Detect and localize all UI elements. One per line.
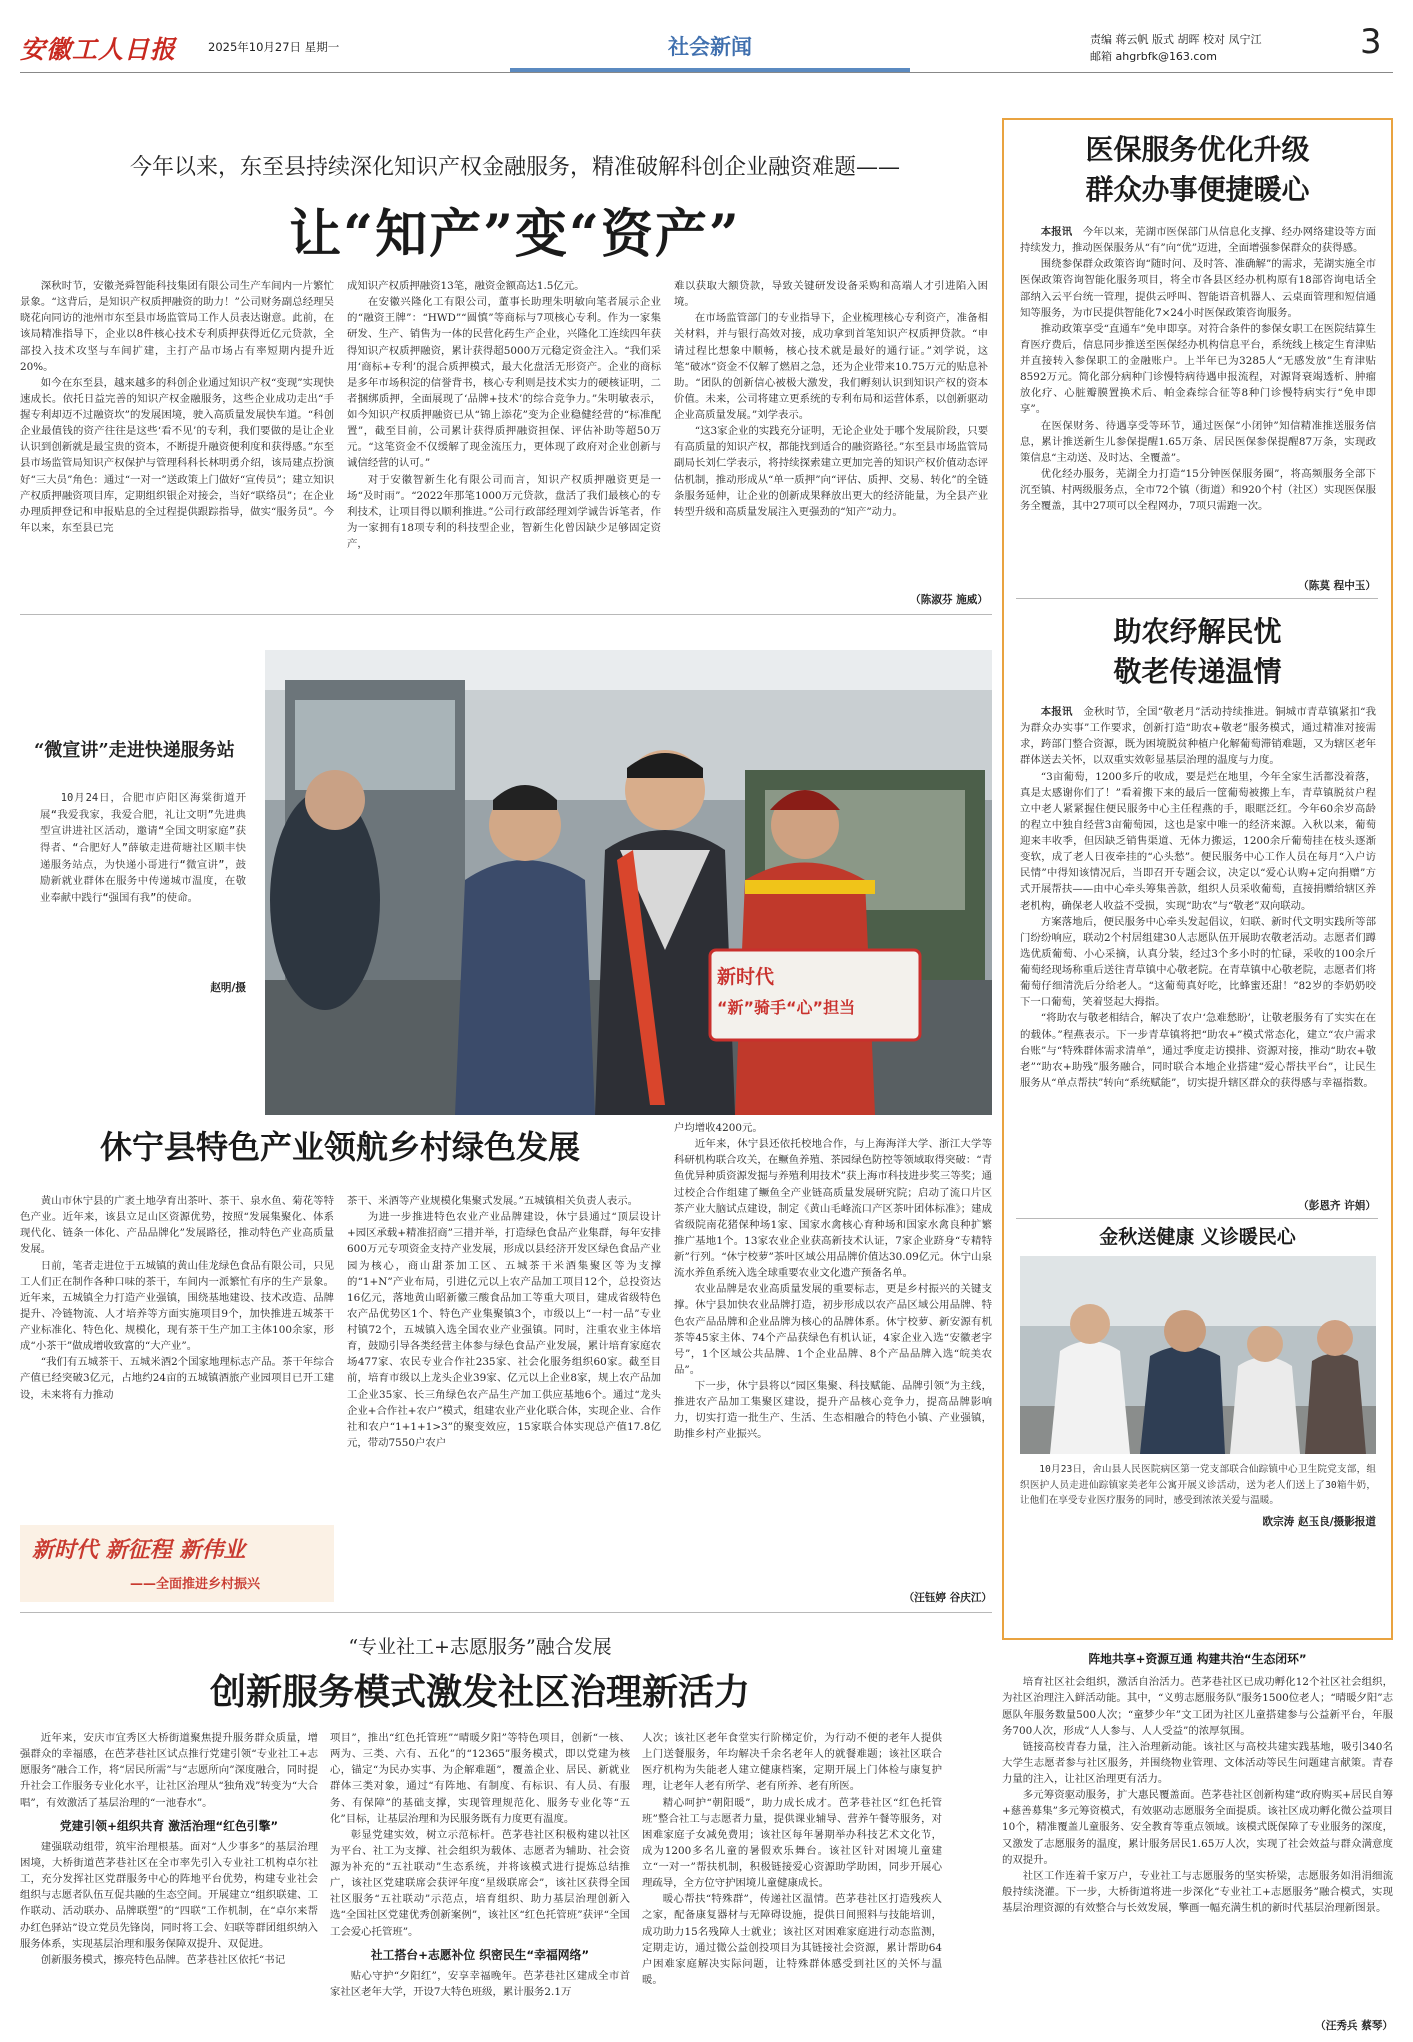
community-subhead-1: 党建引领+组织共育 激活治理“红色引擎” xyxy=(59,1818,279,1833)
clinic-photo-image xyxy=(1020,1256,1376,1454)
lead-credit: （陈淑芬 施威） xyxy=(910,594,988,606)
sidebar-b-p3: 方案落地后，便民服务中心牵头发起倡议，妇联、新时代文明实践所等部门纷纷响应，联动2个村居组建30人志愿队伍开展助农敬老活动。志愿者们蹲选优质葡萄、小心采摘，认真分装，经过3个多小时的忙碌，采收的100余斤葡萄经现场称重后送往青草镇中心敬老院。在青草镇中心敬老院，志愿者们将葡萄仔细清洗后分给老人。“这葡萄真好吃，比蜂蜜还甜！”82岁的李奶奶咬下一口葡萄，笑着竖起大拇指。 xyxy=(1020,915,1376,1009)
lead-col-2-p3: 对于安徽智新生化有限公司而言，知识产权质押融资更是一场“及时雨”。“2022年那笔1000万元贷款，盘活了我们最核心的专利技术，让项目得以顺利推进。”公司行政部经理刘学诚告诉笔者，作为一家拥有18项专利的科技型企业，智新生化曾因缺少足够固定资产， xyxy=(347,473,661,550)
community-col-3-p2: 精心呵护“朝阳暖”，助力成长成才。芭茅巷社区“红色托管班”整合社工与志愿者力量，提供课业辅导、营养午餐等服务，对困难家庭子女减免费用；该社区每年暑期举办科技艺术文化节，成为1200多名儿童的暑假欢乐舞台。该社区针对困境儿童建立“一对一”帮扶机制，积极链接爱心资源助学助困，同步开展心理疏导，全方位守护困境儿童健康成长。 xyxy=(642,1796,942,1890)
page-number: 3 xyxy=(1360,22,1382,62)
xiuning-col-1-p3: “我们有五城茶干、五城米酒2个国家地理标志产品。茶干年综合产值已经突破3亿元，占地约24亩的五城镇酒旅产业园项目已开工建设，未来将有力推动 xyxy=(20,1356,334,1401)
sidebar-b-p1-text: 金秋时节，全国“敬老月”活动持续推进。铜城市青草镇紧扣“我为群众办实事”工作要求，创新打造“助农+敬老”服务模式，通过精准对接需求，跨部门整合资源，既为困境脱贫种植户化解葡萄滞销难题，又为辖区老年群体送去关怀，以双重实效彰显基层治理的温度与力度。 xyxy=(1020,706,1376,767)
sidebar-rule-1 xyxy=(1016,598,1378,599)
community-col-1-p3: 创新服务模式，擦亮特色品牌。芭茅巷社区依托“书记 xyxy=(40,1953,286,1966)
lead-col-2 xyxy=(347,278,661,608)
sidebar-b-title-2: 敬老传递温情 xyxy=(1113,655,1282,688)
community-col-1-p2: 建强联动组带，筑牢治理根基。面对“人少事多”的基层治理困境，大桥街道芭茅巷社区在全市率先引入专业社工机构卓尔社工，充分发挥社区党群服务中心的阵地平台优势，构建专业社会组织与志愿者队伍互促共融的生态空间。开展建立“组织联建、工作联动、活动联办、品牌联塑”的“四联”工作机制，在“卓尔来帮办红色驿站”设立党员先锋岗，同时将工会、妇联等群团组织纳入服务体系，实现基层治理和服务保障双提升、双促进。 xyxy=(20,1840,318,1950)
xiuning-credit: （汪钰婷 谷庆江） xyxy=(903,1592,992,1604)
lead-kicker: 今年以来，东至县持续深化知识产权金融服务，精准破解科创企业融资难题—— xyxy=(129,155,900,180)
newspaper-logo: 安徽工人日报 xyxy=(20,35,177,64)
sidebar-rule-2 xyxy=(1016,1218,1378,1219)
lead-col-3-p3: “这3家企业的实践充分证明，无论企业处于哪个发展阶段，只要有高质量的知识产权，都能找到适合的融资路径。”东至县市场监管局副局长刘仁学表示，将持续探索建立更加完善的知识产权价值动态评估机制，推动形成从“单一质押”向“评估、质押、交易、转化”的全链条服务延伸，让企业的创新成果释放出更大的经济能量，为全县产业转型升级和高质量发展注入更强劲的“知产”动力。 xyxy=(674,425,988,518)
issue-date: 2025年10月27日 星期一 xyxy=(208,40,340,54)
banner-subtitle: ——全面推进乡村振兴 xyxy=(130,1577,261,1592)
masthead-rule xyxy=(20,72,1393,73)
community-col-4 xyxy=(1002,1650,1393,2018)
email-line: 邮箱 ahgrbfk@163.com xyxy=(1090,50,1217,63)
xiuning-col-2-p1: 茶干、米酒等产业规模化集聚式发展。”五城镇相关负责人表示。 xyxy=(347,1195,639,1207)
xiuning-col-3 xyxy=(674,1120,992,1590)
xiuning-col-3-p3: 农业品牌是农业高质量发展的重要标志，更是乡村振兴的关键支撑。休宁县加快农业品牌打造，初步形成以农产品区域公用品牌、特色农产品品牌和企业品牌为核心的品牌体系。休宁校萝、新安源有机茶等45家主体、74个产品获绿色有机认证，4家企业入选“安徽老字号”，1个区域公共品牌、1个企业品牌、8个产品品牌入选“皖美农品”。 xyxy=(674,1283,992,1376)
community-col-3-p1: 人次；该社区老年食堂实行阶梯定价，为行动不便的老年人提供上门送餐服务，年均解决千余名老年人的就餐难题；该社区联合医疗机构为失能老人建立健康档案，定期开展上门体检与康复护理，让老年人老有所学、老有所养、老有所医。 xyxy=(642,1732,942,1793)
community-col-2-p1: 项目”，推出“红色托管班”“晴暖夕阳”等特色项目，创新“一核、两为、三类、六有、五化”的“12365”服务模式，即以党建为核心，锚定“为民办实事、为企解难题”，覆盖企业、居民、新就业群体三类对象，通过“有阵地、有制度、有标识、有人员、有服务、有保障”的基础支撑，实现管理规范化、服务专业化等“五化”目标，让基层治理和为民服务既有力度更有温度。 xyxy=(330,1732,630,1825)
community-col-4-p1: 培育社区社会组织，激活自治活力。芭茅巷社区已成功孵化12个社区社会组织，为社区治理注入鲜活动能。其中，“义剪志愿服务队”服务1500位老人；“晴暖夕阳”志愿队年服务数量500人次；“童梦少年”文工团为社区儿童搭建参与公益新平台，年服务700人次，形成“人人参与、人人受益”的浓厚氛围。 xyxy=(1002,1676,1393,1737)
xiuning-col-3-p4: 下一步，休宁县将以“园区集聚、科技赋能、品牌引领”为主线，推进农产品加工集聚区建设，提升产品核心竞争力，提高品牌影响力，切实打造一批生产、生活、生态相融合的特色小镇、产业强镇，助推乡村产业振兴。 xyxy=(674,1380,992,1441)
sidebar-b-title-1: 助农纾解民忧 xyxy=(1113,615,1282,648)
xiuning-col-2-p2: 为进一步推进特色农业产业品牌建设，休宁县通过“顶层设计+园区承载+精准招商”三措并举，打造绿色食品产业集群，每年安排600万元专项资金支持产业发展，形成以县经济开发区绿色食品产业园为核心，商山甜茶加工区、五城茶干米酒集聚区等为支撑的“1+N”产业布局，引进亿元以上农产品加工项目12个，总投资达16亿元，落地黄山昭新徽三酸食品加工等重大项目，建成省级特色农产品优势区1个、特色产业集聚镇3个，市级以上“一村一品”专业村镇72个，五城镇入选全国农业产业强镇。同时，注重农业主体培育，鼓励引导各类经营主体参与绿色食品产业发展，累计培育家庭农场477家、农民专业合作社235家、社会化服务组织60家。截至目前，培育市级以上龙头企业39家、亿元以上企业8家，规上农产品加工企业35家、长三角绿色农产品生产加工供应基地6个。通过“龙头企业+合作社+农户”模式，组建农业产业化联合体，实现企业、合作社和农户“1+1+1>3”的聚变效应，15家联合体实现总产值17.8亿元，带动7550户农户 xyxy=(347,1211,661,1449)
community-col-3 xyxy=(642,1730,942,2036)
sidebar-a-lead: 本报讯 xyxy=(1040,226,1073,238)
community-col-2 xyxy=(330,1730,630,2036)
lead-col-3-p1: 难以获取大额贷款，导致关键研发设备采购和高端人才引进陷入困境。 xyxy=(674,280,988,309)
xiuning-bottom-rule xyxy=(20,1612,992,1613)
community-col-4-p2: 链接高校青春力量，注入治理新动能。该社区与高校共建实践基地，吸引340名大学生志愿者参与社区服务，并围绕物业管理、文体活动等民生问题建言献策。青春力量的注入，让社区治理更有活力。 xyxy=(1002,1740,1393,1786)
xiuning-col-3-p1: 户均增收4200元。 xyxy=(674,1122,763,1134)
courier-photo-image xyxy=(265,650,992,1115)
sidebar-b-credit: （彭恩齐 许娟） xyxy=(1298,1200,1376,1212)
xiuning-col-1 xyxy=(20,1193,334,1513)
banner-new-era: 新时代 xyxy=(717,966,775,988)
lead-bottom-rule xyxy=(20,614,992,615)
xiuning-col-3-p2: 近年来，休宁县还依托校地合作，与上海海洋大学、浙江大学等科研机构联合攻关，在鳜鱼养殖、茶园绿色防控等领域取得突破：“青鱼优异种质资源发掘与养殖利用技术”获上海市科技进步奖三等奖；通过校企合作组建了鳜鱼全产业链高质量发展研究院；启动了流口片区茶产业大脑试点建设，制定《黄山毛峰流口产区茶叶团体标准》；建成省级院南花猪保种场1家、国家水禽核心育种场和国家水禽良种扩繁推广基地1个。13家农业企业获高新技术认证，7家企业跻身“专精特新”行列。“休宁校萝”茶叶区域公用品牌价值达30.09亿元。休宁山泉流水养鱼系统入选全球重要农业文化遗产预备名单。 xyxy=(674,1138,992,1280)
lead-col-1-p2: 如今在东至县，越来越多的科创企业通过知识产权“变现”实现快速成长。依托日益完善的知识产权金融服务，这些企业成功走出“手握专利却迈不过融资坎”的发展困境，驶入高质量发展快车道。“科创企业最值钱的资产往往是这些‘看不见’的专利，我们要做的是让企业认识到创新就是最宝贵的资本，不断提升融资便利度和获得感。”东至县市场监管局知识产权保护与管理科科长林明勇介绍，该局建点扮演好“三大员”角色：通过“一对一”送政策上门做好“宣传员”；建立知识产权质押融资项目库，定期组织银企对接会，当好“联络员”；在企业办理质押登记和申报贴息的全过程提供跟踪指导，做实“服务员”。今年以来，东至县已完 xyxy=(20,376,334,534)
community-col-2-p2: 彰显党建实效，树立示范标杆。芭茅巷社区积极构建以社区为平台、社工为支撑、社会组织为载体、志愿者为辅助、社会资源为补充的“五社联动”生态系统，并将该模式进行提炼总结推广，该社区党建联席会获评年度“星级联席会”，该社区获得全国社区服务“五社联动”示范点，培育组织、助力基层治理创新入选“全国社区党建优秀创新案例”，该社区“红色托管班”获评“全国工会爱心托管班”。 xyxy=(330,1828,630,1938)
masthead xyxy=(0,0,1413,82)
sidebar-b-body xyxy=(1020,704,1376,1198)
sidebar-a-title-1: 医保服务优化升级 xyxy=(1085,133,1310,166)
community-col-4-p4: 社区工作连着千家万户，专业社工与志愿服务的坚实桥梁，志愿服务如涓涓细流般持续浇灌。下一步，大桥街道将进一步深化“专业社工+志愿服务”融合模式，实现基层治理资源的有效整合与长效发展，擎画一幅充满生机的新时代基层治理新图景。 xyxy=(1002,1869,1393,1915)
sidebar-b-p4: “将助农与敬老相结合，解决了农户‘急难愁盼’，让敬老服务有了实实在在的载体。”程燕表示。下一步青草镇将把“助农+”模式常态化，建立“农户需求台账”与“特殊群体需求清单”，通过季度走访摸排、资源对接，推动“助农+敬老”“助农+助残”服务融合，同时联合本地企业搭建“爱心帮扶平台”，让民生服务从“单点帮扶”转向“系统赋能”，切实提升辖区群众的获得感与幸福指数。 xyxy=(1020,1012,1376,1089)
community-col-1 xyxy=(20,1730,318,2036)
clinic-caption: 10月23日，舍山县人民医院病区第一党支部联合仙踪镇中心卫生院党支部，组织医护人员走进仙踪镇家美老年公寓开展义诊活动，送为老人们送上了30箱牛奶，让他们在享受专业医疗服务的同时，感受到浓浓关爱与温暖。 xyxy=(1020,1464,1376,1507)
banner-slogan: 新时代 新征程 新伟业 xyxy=(32,1537,246,1563)
sidebar-a-p4: 在医保财务、待遇享受等环节，通过医保“小闭钟”知信精准推送服务信息，累计推送新生儿参保提醒1.65万条、居民医保参保提醒87万条，实现政策信息“主动送、及时达、全覆盖”。 xyxy=(1020,419,1376,464)
sidebar-c-title: 金秋送健康 义诊暖民心 xyxy=(1099,1226,1296,1248)
sidebar-a-p1 xyxy=(1020,224,1376,256)
lead-col-1-p1: 深秋时节，安徽尧舜智能科技集团有限公司生产车间内一片繁忙景象。“这背后，是知识产权质押融资的助力！”公司财务副总经理吴晓花向同访的池州市东至县市场监管局工作人员表达谢意。此前，在该局精准指导下，企业以8件核心技术专利质押获得近亿元贷款，全部投入技术攻坚与车间扩建，主打产品市场占有率短期内提升近20%。 xyxy=(20,280,334,373)
community-col-2-p3: 贴心守护“夕阳红”，安享幸福晚年。芭茅巷社区建成全市首家社区老年大学，开设7大特色班级，累计服务2.1万 xyxy=(330,1969,630,1999)
xiuning-title: 休宁县特色产业领航乡村绿色发展 xyxy=(99,1128,580,1166)
lead-col-3 xyxy=(674,278,988,596)
sidebar-a-p3: 推动政策享受“直通车”免申即享。对符合条件的参保女职工在医院结算生育医疗费后，信息同步推送至医保经办机构信息平台，系统线上核定生育津贴并直接转入参保职工的金融账户。上半年已为3285人“无感发放”生育津贴8592万元。简化部分病种门诊慢特病待遇申报流程，对源肾衰竭透析、肿瘤放化疗、心脏瓣膜置换术后、帕金森综合征等8种门诊慢特病实行“免申即享”。 xyxy=(1020,322,1376,416)
staff-line: 责编 蒋云帆 版式 胡晖 校对 凤宁江 xyxy=(1090,33,1262,46)
photo-story-title: “微宣讲”走进快递服务站 xyxy=(34,740,235,761)
photo-story-text xyxy=(20,650,260,1115)
lead-col-1 xyxy=(20,278,334,608)
sidebar-a-p1-text: 今年以来，芜湖市医保部门从信息化支撑、经办网络建设等方面持续发力，推动医保服务从“有”向“优”迈进，全面增强参保群众的获得感。 xyxy=(1020,226,1376,255)
sidebar-b-lead: 本报讯 xyxy=(1040,706,1073,718)
clinic-photo xyxy=(1020,1256,1376,1454)
community-col-4-p3: 多元筹资驱动服务，扩大惠民覆盖面。芭茅巷社区创新构建“政府购买+居民自筹+慈善募集”多元筹资模式，有效驱动志愿服务全面提质。该社区成功孵化微公益项目10个，精准覆盖儿童服务、安全教育等重点领域。该模式既保障了专业服务的深度，又激发了志愿服务的温度，累计服务居民1.65万人次，实现了社会效益与群众满意度的双提升。 xyxy=(1002,1789,1393,1866)
sidebar-a-title-2: 群众办事便捷暖心 xyxy=(1085,173,1310,206)
community-title: 创新服务模式激发社区治理新活力 xyxy=(209,1671,750,1713)
sidebar-a-p2: 围绕参保群众政策咨询“随时问、及时答、准确解”的需求，芜湖实施全市医保政策咨询智能化服务项目，将全市各县区经办机构原有18部咨询电话全部纳入云平台统一管理，提供云呼叫、智能语音机器人、云桌面管理和短信通知等服务，为市民提供智能化7×24小时医保政策咨询服务。 xyxy=(1020,258,1376,319)
community-subhead-3: 阵地共享+资源互通 构建共治“生态闭环” xyxy=(1088,1652,1307,1666)
community-col-3-p3: 暖心帮扶“特殊群”，传递社区温情。芭茅巷社区打造残疾人之家，配备康复器材与无障碍设施，提供日间照料与技能培训，成功助力15名残障人士就业；该社区对困难家庭进行动态监测，定期走访，通过微公益创投项目为其链接社会资源，累计帮助64户困难家庭解决实际问题，让特殊群体感受到社区的关怀与温暖。 xyxy=(642,1893,942,1986)
photo-story-caption: 10月24日，合肥市庐阳区海棠街道开展“我爱我家，我爱合肥，礼让文明”先进典型宣讲进社区活动，邀请“全国文明家庭”获得者、“合肥好人”薛敏走进荷塘社区顺丰快递服务站点，为快递小哥进行“微宣讲”，鼓励新就业群体在服务中传递城市温度，在敬业奉献中践行“强国有我”的使命。 xyxy=(40,792,246,904)
community-col-1-p1: 近年来，安庆市宜秀区大桥街道聚焦提升服务群众质量，增强群众的幸福感，在芭茅巷社区试点推行党建引领“专业社工+志愿服务”融合工作，将“居民所需”与“志愿所向”深度融合，同时提升社会工作服务专业化水平，让社区治理从“独角戏”转变为“大合唱”，有效激活了基层治理的“一池春水”。 xyxy=(20,1732,318,1809)
sidebar-b-p2: “3亩葡萄，1200多斤的收成，要是烂在地里，今年全家生活都没着落，真是太感谢你们了！”看着搬下来的最后一筐葡萄被搬上车，青草镇脱贫户程立中老人紧紧握住便民服务中心主任程燕的手，眼眶泛红。今年60余岁高龄的程立中独自经营3亩葡萄园，这也是家中唯一的经济来源。入秋以来，葡萄迎来丰收季，但因缺乏销售渠道、无体力搬运，1200余斤葡萄挂在枝头逐渐变软，成了老人日夜牵挂的“心头愁”。便民服务中心工作人员在每月“入户访民情”中得知该情况后，当即召开专题会议，决定以“爱心认购+定向捐赠”方式开展帮扶——由中心牵头筹集善款，组织人员采收葡萄，直接捐赠给辖区养老机构，确保老人收益不受损，实现“助农”与“敬老”双向联动。 xyxy=(1020,770,1376,912)
community-credit: （汪秀兵 蔡琴） xyxy=(1315,2020,1393,2032)
xiuning-col-1-p2: 日前，笔者走进位于五城镇的黄山佳龙绿色食品有限公司，只见工人们正在制作各种口味的茶干，车间内一派繁忙有序的生产景象。近年来，五城镇全力打造产业强镇，围绕基地建设、技术改造、品牌提升、冷链物流、人才培养等方面实施项目9个，加快推进五城茶干产业标准化、特色化、规模化，现有茶干生产加工主体100余家，形成“小茶干”做成增收致富的“大产业”。 xyxy=(20,1259,334,1353)
sidebar-a-body xyxy=(1020,224,1376,594)
community-subhead-2: 社工搭台+志愿补位 织密民生“幸福网络” xyxy=(370,1947,590,1962)
sidebar-a-p5: 优化经办服务，芜湖全力打造“15分钟医保服务圈”，将高频服务全部下沉至镇、村两级服务点，全市72个镇（街道）和920个村（社区）实现医保服务全覆盖，其中27项可以全程网办，7项只需跑一次。 xyxy=(1020,467,1376,513)
sidebar-b-p1 xyxy=(1020,704,1376,769)
clinic-credit: 欧宗涛 赵玉良/摄影报道 xyxy=(1262,1516,1376,1528)
lead-title: 让“知产”变“资产” xyxy=(289,204,741,265)
lead-col-3-p2: 在市场监管部门的专业指导下，企业梳理核心专利资产，准备相关材料，并与银行高效对接，成功拿到首笔知识产权质押贷款。“申请过程比想象中顺畅，核心技术就是最好的通行证。”刘学说，这笔“破冰”资金不仅解了燃眉之急，还为企业带来10.75万元的贴息补助。“团队的创新信心被极大激发，我们孵刻认识到知识产权的资本价值。未来，公司将建立更系统的专利布局和运营体系，以创新驱动企业高质量发展。”刘学表示。 xyxy=(674,312,988,421)
rural-revitalization-banner xyxy=(20,1525,334,1602)
xiuning-col-2 xyxy=(347,1193,661,1605)
section-name: 社会新闻 xyxy=(668,35,752,59)
xiuning-col-1-p1: 黄山市休宁县的广袤土地孕育出茶叶、茶干、泉水鱼、菊花等特色产业。近年来，该县立足山区资源优势，按照“发展集聚化、体系现代化、链条一体化、产品品牌化”发展路径，推动特色产业高质量发展。 xyxy=(20,1195,334,1256)
sidebar-a-credit: （陈莫 程中玉） xyxy=(1298,580,1376,592)
community-kicker: “专业社工+志愿服务”融合发展 xyxy=(348,1636,612,1658)
lead-col-2-p2: 在安徽兴隆化工有限公司，董事长助理朱明敏向笔者展示企业的“融资王牌”：“HWD”“圆慎”等商标与7项核心专利。作为一家集研发、生产、销售为一体的民营化药生产企业，兴隆化工连续四年获得知识产权质押融资，累计获得超5000万元稳定资金注入。“我们采用‘商标+专利’的混合质押模式，最大化盘活无形资产。企业的商标是多年市场积淀的信誉背书，核心专利则是技术实力的硬核证明，二者捆绑质押，全面展现了‘品牌+技术’的综合竞争力。”朱明敏表示，如今知识产权质押融资已从“锦上添花”变为企业稳健经营的“标准配置”，截至目前，公司累计获得质押融资担保、评估补助等超50万元。“这笔资金不仅缓解了现金流压力，更体现了政府对企业创新与诚信经营的认可。” xyxy=(347,296,661,470)
banner-rider: “新”骑手“心”担当 xyxy=(717,998,856,1017)
courier-photo xyxy=(265,650,992,1115)
photo-story-credit: 赵明/摄 xyxy=(210,982,246,994)
lead-col-2-p1: 成知识产权质押融资13笔，融资金额高达1.5亿元。 xyxy=(347,280,585,292)
